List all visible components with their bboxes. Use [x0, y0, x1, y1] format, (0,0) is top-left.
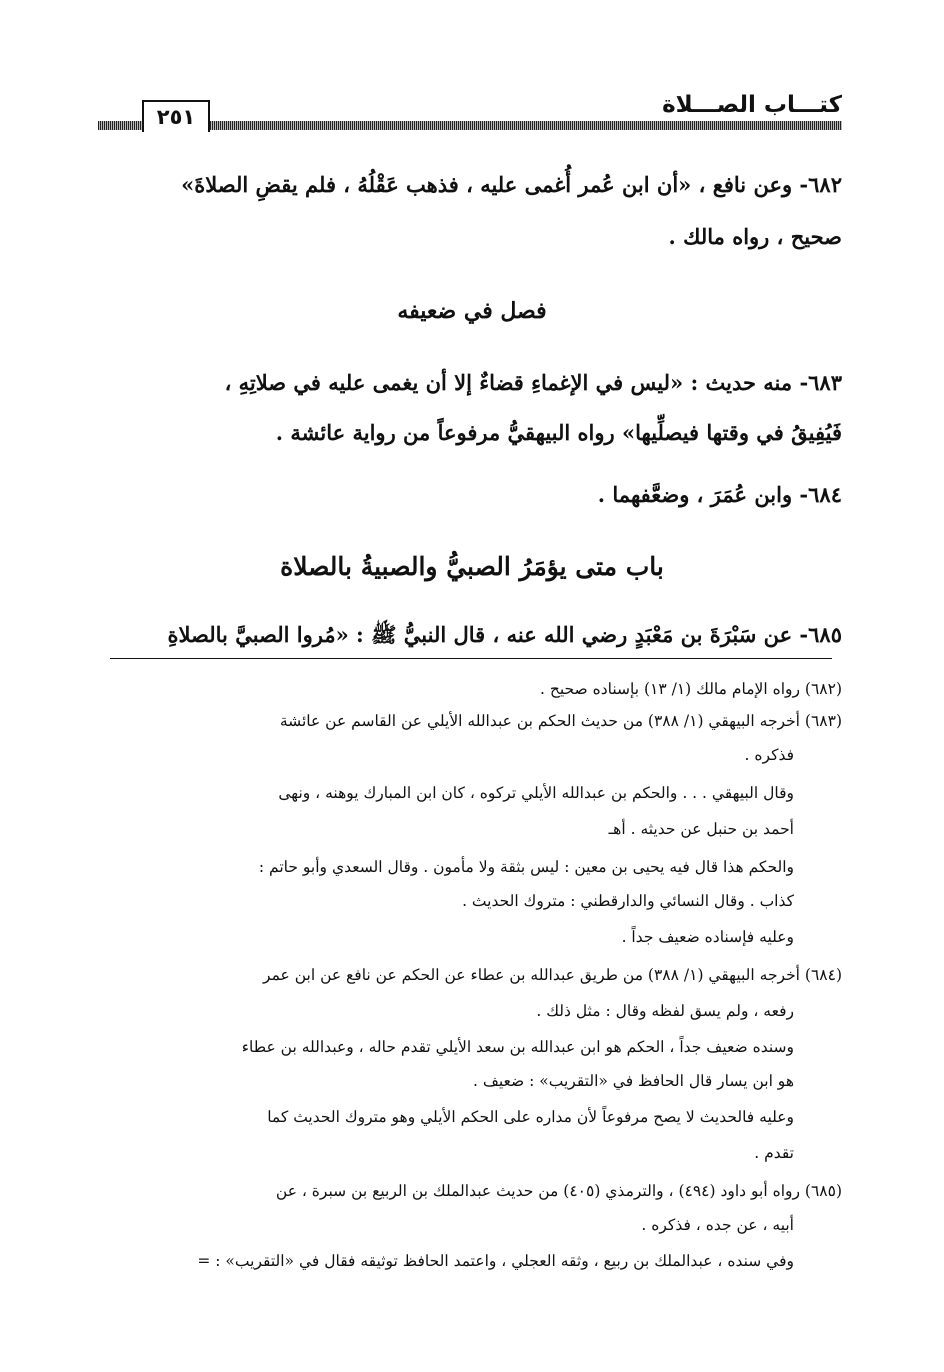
- hadith-683-line-2: فَيُفِيقُ في وقتها فيصلِّيها» رواه البيهقيُّ مرفوعاً من رواية عائشة .: [275, 420, 842, 445]
- footnote-line: فذكره .: [744, 746, 794, 764]
- footnote-line: وفي سنده ، عبدالملك بن ربيع ، وثقه العجلي ، واعتمد الحافظ توثيقه فقال في «التقريب» : =: [197, 1252, 794, 1270]
- footnote-line: (٦٨٣) أخرجه البيهقي (١/ ٣٨٨) من حديث الحكم بن عبدالله الأيلي عن القاسم عن عائشة: [279, 712, 842, 730]
- footnote-line: (٦٨٤) أخرجه البيهقي (١/ ٣٨٨) من طريق عبدالله بن عطاء عن الحكم عن نافع عن ابن عمر: [263, 966, 842, 984]
- footnote-line: وقال البيهقي . . . والحكم بن عبدالله الأيلي تركوه ، كان ابن المبارك يوهنه ، ونهى: [278, 784, 794, 802]
- hadith-685-line-1: ٦٨٥- عن سَبْرَةَ بن مَعْبَدٍ رضي الله عنه ، قال النبيُّ ﷺ : «مُروا الصبيَّ بالصلاةِ: [167, 622, 842, 647]
- chapter-title: باب متى يؤمَرُ الصبيُّ والصبيةُ بالصلاة: [280, 552, 664, 581]
- running-header-title: كتـــاب الصـــلاة: [662, 92, 842, 118]
- hadith-683-line-1: ٦٨٣- منه حديث : «ليس في الإغماءِ قضاءٌ إلا أن يغمى عليه في صلاتِهِ ،: [224, 370, 842, 395]
- hadith-682-line-1: ٦٨٢- وعن نافع ، «أن ابن عُمر أُغمى عليه ، فذهب عَقْلُهُ ، فلم يقضِ الصلاةَ»: [181, 172, 842, 197]
- footnote-line: وعليه فإسناده ضعيف جداً .: [621, 928, 794, 946]
- footnote-line: (٦٨٢) رواه الإمام مالك (١/ ١٣) بإسناده صحيح .: [539, 680, 842, 698]
- footnote-line: وسنده ضعيف جداً ، الحكم هو ابن عبدالله بن سعد الأيلي تقدم حاله ، وعبدالله بن عطاء: [241, 1038, 794, 1056]
- footnote-line: أبيه ، عن جده ، فذكره .: [641, 1216, 794, 1234]
- section-title: فصل في ضعيفه: [397, 298, 547, 324]
- footnote-line: رفعه ، ولم يسق لفظه وقال : مثل ذلك .: [536, 1002, 794, 1020]
- footnote-line: والحكم هذا قال فيه يحيى بن معين : ليس بثقة ولا مأمون . وقال السعدي وأبو حاتم :: [258, 858, 794, 876]
- hadith-684: ٦٨٤- وابن عُمَرَ ، وضعَّفهما .: [597, 482, 842, 507]
- footnote-line: (٦٨٥) رواه أبو داود (٤٩٤) ، والترمذي (٤٠٥) من حديث عبدالملك بن الربيع بن سبرة ، عن: [275, 1182, 842, 1200]
- footnote-line: كذاب . وقال النسائي والدارقطني : متروك الحديث .: [462, 892, 794, 910]
- hadith-682-line-2: صحيح ، رواه مالك .: [668, 224, 842, 249]
- footnote-line: تقدم .: [754, 1144, 794, 1162]
- footnote-separator: [110, 658, 832, 659]
- footnote-line: وعليه فالحديث لا يصح مرفوعاً لأن مداره على الحكم الأيلي وهو متروك الحديث كما: [267, 1108, 794, 1126]
- footnote-line: هو ابن يسار قال الحافظ في «التقريب» : ضعيف .: [472, 1072, 794, 1090]
- page-number: ٢٥١: [142, 100, 210, 132]
- footnote-line: أحمد بن حنبل عن حديثه . أهـ: [608, 820, 794, 838]
